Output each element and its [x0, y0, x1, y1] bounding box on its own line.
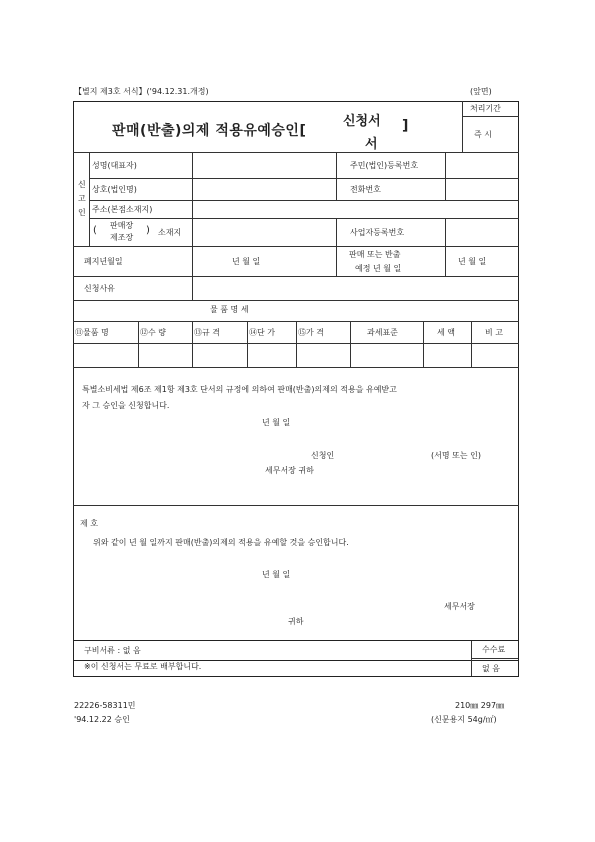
applicant-signature-label: 신청인: [311, 451, 335, 460]
paper-size: 210㎜ 297㎜: [455, 701, 505, 710]
approval-heading: 제 호: [80, 519, 98, 528]
processing-period-value: 즉 시: [474, 130, 492, 139]
col-spec: ⑬규 격: [194, 328, 220, 337]
place-label-sales: 판매장: [110, 221, 134, 230]
form-frame: [73, 101, 519, 661]
application-date: 년 월 일: [262, 418, 291, 427]
applicant-side-label-1: 신: [78, 180, 86, 189]
application-recipient: 세무서장 귀하: [265, 466, 314, 475]
goods-section-title: 물 품 명 세: [210, 305, 249, 314]
applicant-side-label-3: 인: [78, 208, 86, 217]
col-remarks: 비 고: [485, 328, 503, 337]
paper-type: (신문용지 54g/㎡): [431, 715, 497, 724]
place-label-factory: 제조장: [110, 233, 134, 242]
place-location-label: 소재지: [158, 228, 182, 237]
page-side-label: (앞면): [470, 87, 492, 96]
col-unit-price: ⑭단 가: [249, 328, 275, 337]
title-bracket-top: 신청서: [343, 114, 381, 129]
fee-value: 없 음: [482, 664, 500, 673]
name-label: 성명(대표자): [92, 161, 137, 170]
col-quantity: ⑫수 량: [140, 328, 166, 337]
title-bracket-bottom: 서: [365, 137, 378, 152]
application-body-line1: 특별소비세법 제6조 제1항 제3호 단서의 규정에 의하여 판매(반출)의제의 적용을 유예받고: [82, 385, 397, 394]
closure-date-label: 폐지년월일: [84, 257, 123, 266]
processing-period-label: 처리기간: [470, 104, 501, 113]
form-title: 판매(반출)의제 적용유예승인[: [112, 123, 307, 139]
reason-label: 신청사유: [84, 284, 115, 293]
free-distribution-note: ※이 신청서는 무료로 배부합니다.: [84, 662, 202, 671]
sale-date-value: 년 월 일: [458, 257, 487, 266]
biz-reg-label: 사업자등록번호: [350, 228, 405, 237]
fee-label: 수수료: [482, 645, 506, 654]
sale-date-label-1: 판매 또는 반출: [349, 250, 401, 259]
approval-office: 세무서장: [444, 602, 475, 611]
col-price: ⑮가 격: [298, 328, 324, 337]
col-tax-amount: 세 액: [437, 328, 455, 337]
sale-date-label-2: 예정 년 월 일: [355, 264, 402, 273]
form-code: 22226-58311민: [74, 701, 136, 710]
closure-date-value: 년 월 일: [232, 257, 261, 266]
approval-date: 년 월 일: [262, 570, 291, 579]
col-item-name: ⑪물품 명: [75, 328, 109, 337]
form-label: 【별지 제3호 서식】('94.12.31.개정): [74, 87, 209, 96]
required-documents: 구비서류 : 없 음: [84, 646, 141, 655]
application-body-line2: 자 그 승인을 신청합니다.: [82, 401, 170, 410]
approval-recipient: 귀하: [288, 617, 304, 626]
id-number-label: 주민(법인)등록번호: [350, 161, 419, 170]
sign-or-seal-label: (서명 또는 인): [431, 451, 481, 460]
trade-name-label: 상호(법인명): [92, 185, 137, 194]
col-tax-base: 과세표준: [367, 328, 398, 337]
approval-body: 위와 같이 년 월 일까지 판매(반출)의제의 적용을 유예할 것을 승인합니다.: [93, 538, 349, 547]
address-label: 주소(본점소재지): [92, 205, 153, 214]
approval-date-note: '94.12.22 승인: [74, 715, 130, 724]
title-bracket-close: ]: [402, 118, 409, 134]
applicant-side-label-2: 고: [78, 194, 86, 203]
phone-label: 전화번호: [350, 185, 381, 194]
